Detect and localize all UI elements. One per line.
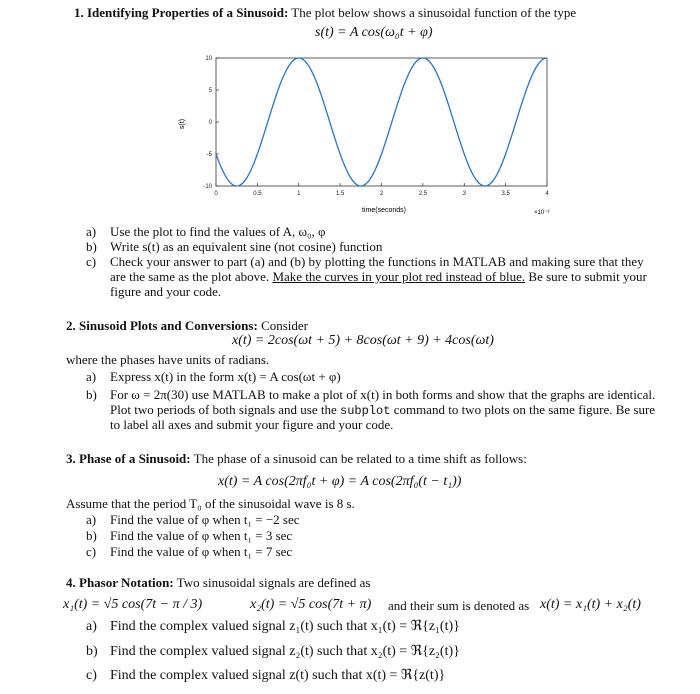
x-tick-label: 4 [545,191,549,197]
q1-item-c-label: c) [86,254,97,269]
x-tick-label: 3 [462,191,466,197]
q1-item-c-underline: Make the curves in your plot red instead of blue. [272,269,526,284]
q2-item-a-label: a) [86,369,97,384]
x-tick-label: 2 [379,191,384,197]
q3-item-a [86,512,300,527]
q4-item-a-label: a) [86,619,97,634]
q4-sum-text: and their sum is denoted as [388,598,530,613]
q4-item-c [86,668,446,683]
x-tick-label: 0 [214,191,218,197]
q4-item-b-text: Find the complex valued signal z₂(t) such that x₂(t) = ℜ{z₂(t)} [110,644,460,659]
q2-note: where the phases have units of radians. [66,352,270,367]
q3-item-c-text: Find the value of φ when t₁ = 7 sec [110,544,293,559]
q4-item-a [86,619,460,634]
y-tick-label: 5 [208,88,212,94]
q1-item-c-line2b: Be sure to submit your [525,269,647,284]
q3-item-b-text: Find the value of φ when t₁ = 3 sec [110,528,293,543]
q4-sum-equation: x(t) = x₁(t) + x₂(t) [540,597,641,612]
q2-subplot-code: subplot [340,404,391,418]
q3-item-c-label: c) [86,544,97,559]
q1-heading [74,5,576,20]
q3-title: 3. Phase of a Sinusoid: [66,451,191,466]
sinusoid-chart [170,50,570,218]
plot-area [216,58,547,186]
q1-item-c-line3: figure and your code. [110,284,222,299]
q1-equation: s(t) = A cos(ω₀t + φ) [315,25,433,40]
x-scale-label: ×10⁻³ [534,210,550,216]
y-axis-label: s(t) [179,118,186,130]
q4-item-c-label: c) [86,668,97,683]
q1-item-c-line2 [110,269,647,284]
q3-item-b [86,528,293,543]
q3-equation: x(t) = A cos(2πf₀t + φ) = A cos(2πf₀(t − t₁)) [218,474,462,489]
q2-item-b-line2a: Plot two periods of both signals and use the [110,402,341,417]
y-tick-label: 0 [208,120,212,126]
q2-intro: Consider [261,318,309,333]
q1-item-b-text: Write s(t) as an equivalent sine (not cosine) function [110,239,383,254]
q3-item-c [86,544,293,559]
q1-item-b-label: b) [86,239,97,254]
q1-title: 1. Identifying Properties of a Sinusoid: [74,5,289,20]
q3-intro: The phase of a sinusoid can be related to a time shift as follows: [193,451,527,466]
q2-item-b-line1: For ω = 2π(30) use MATLAB to make a plot of x(t) in both forms and show that the graphs are identical. [110,387,656,402]
x-tick-label: 1 [297,191,301,197]
y-tick-label: -5 [206,152,212,158]
q4-intro: Two sinusoidal signals are defined as [176,575,371,590]
x-tick-label: 0.5 [253,191,262,197]
q3-heading [66,451,527,466]
q3-note: Assume that the period T₀ of the sinusoidal wave is 8 s. [66,496,355,511]
x-tick-label: 1.5 [335,191,345,197]
q1-item-c-line2a: are the same as the plot above. [110,269,273,284]
q4-item-b-label: b) [86,644,98,659]
q4-item-c-text: Find the complex valued signal z(t) such that x(t) = ℜ{z(t)} [110,668,446,683]
q2-equation: x(t) = 2cos(ωt + 5) + 8cos(ωt + 9) + 4cos(ωt) [232,333,494,348]
y-tick-label: 10 [205,56,212,62]
q4-x1-equation: x₁(t) = √5 cos(7t − π / 3) [63,597,203,612]
x-tick-label: 2.5 [418,191,428,197]
q1-item-c [86,254,644,269]
q4-x2-equation: x₂(t) = √5 cos(7t + π) [250,597,372,612]
q4-title: 4. Phasor Notation: [66,575,174,590]
q2-title: 2. Sinusoid Plots and Conversions: [66,318,258,333]
q1-item-a-label: a) [86,224,97,239]
q1-intro: The plot below shows a sinusoidal function of the type [291,5,577,20]
q1-item-a [86,224,326,239]
q2-item-b [86,387,656,402]
x-tick-label: 3.5 [501,191,510,197]
q2-item-a-text: Express x(t) in the form x(t) = A cos(ωt + φ) [110,369,341,384]
x-axis-label: time(seconds) [362,207,406,214]
q4-heading [66,575,370,590]
q1-item-c-line1: Check your answer to part (a) and (b) by plotting the functions in MATLAB and making sure that they [110,254,644,269]
q1-item-b [86,239,383,254]
q4-item-b [86,644,460,659]
q1-item-a-text: Use the plot to find the values of A, ω₀, φ [110,224,326,239]
q3-item-b-label: b) [86,528,97,543]
q2-item-a [86,369,341,384]
q2-item-b-line3: to label all axes and submit your figure and your code. [110,417,394,432]
q3-item-a-text: Find the value of φ when t₁ = −2 sec [110,512,300,527]
y-tick-label: -10 [203,184,212,190]
q2-item-b-label: b) [86,387,97,402]
q2-item-b-line2b: command to two plots on the same figure. Be sure [390,402,656,417]
q3-item-a-label: a) [86,512,97,527]
q2-heading [66,318,308,333]
q4-item-a-text: Find the complex valued signal z₁(t) such that x₁(t) = ℜ{z₁(t)} [110,619,460,634]
